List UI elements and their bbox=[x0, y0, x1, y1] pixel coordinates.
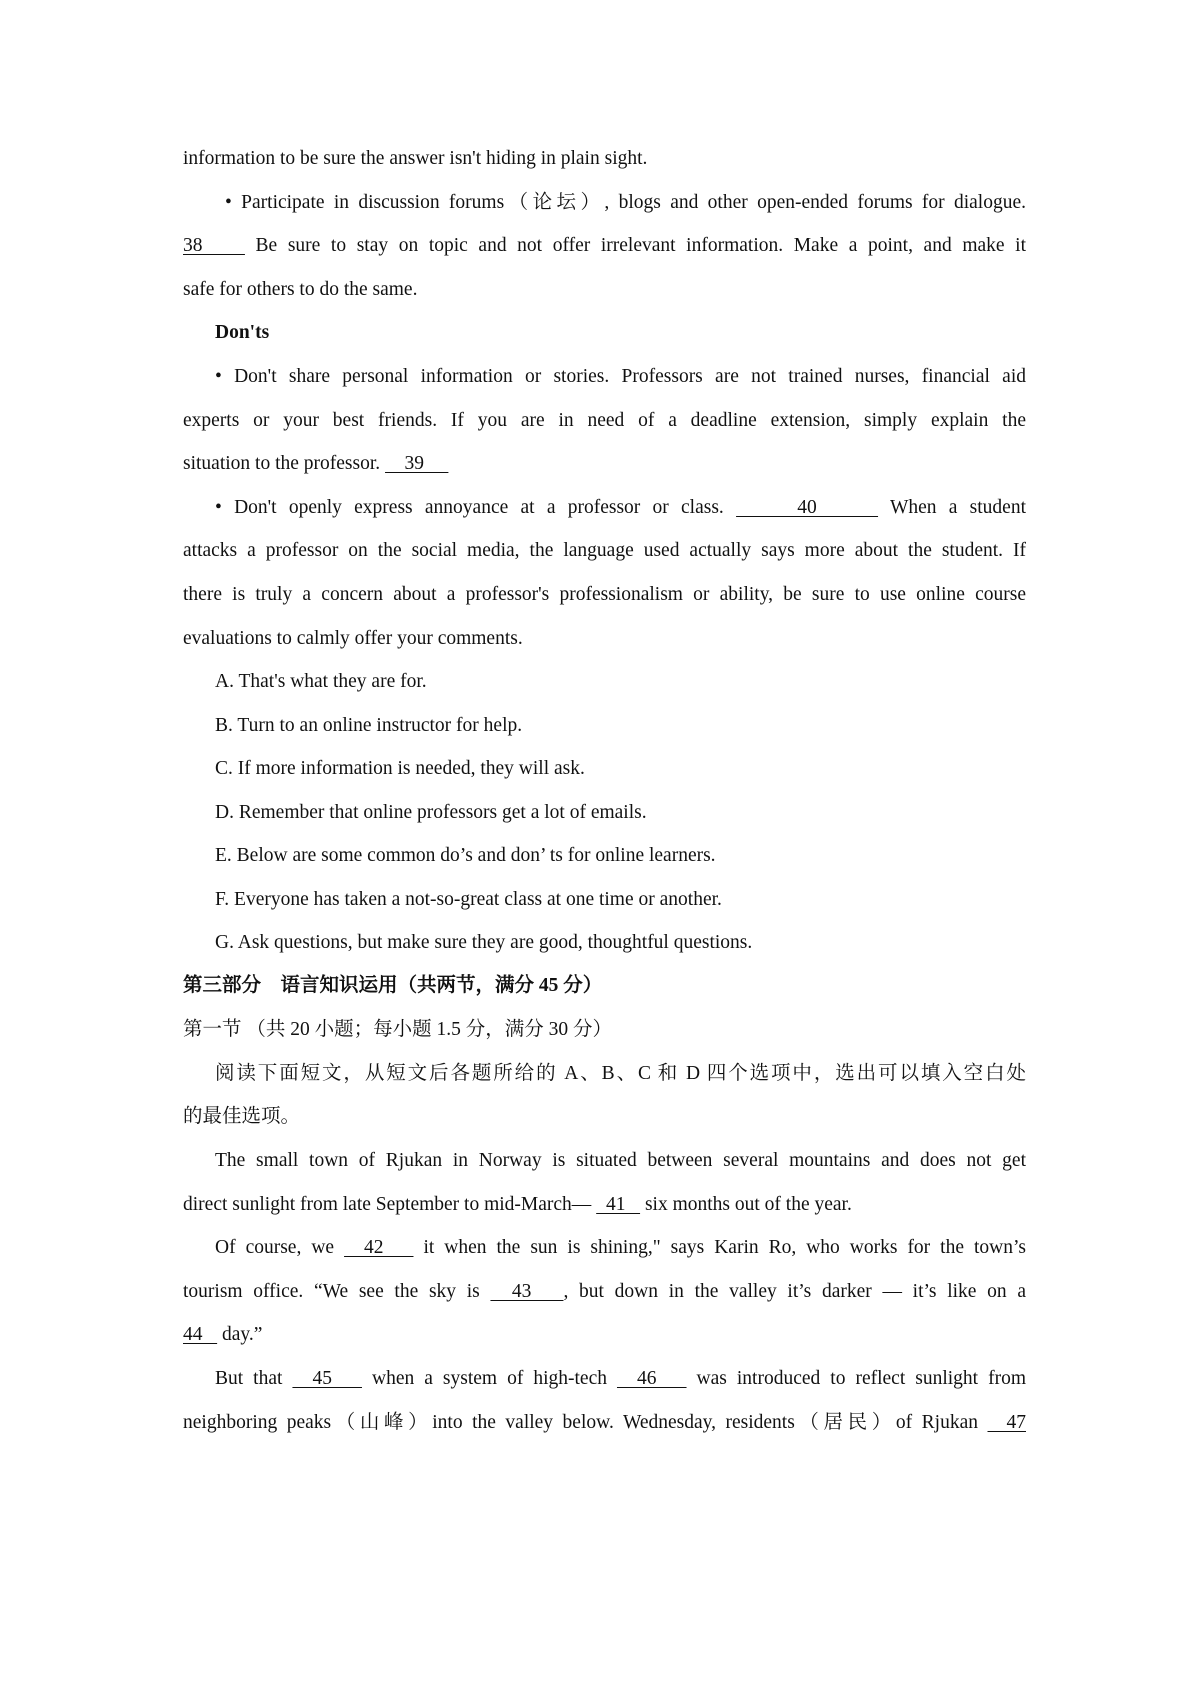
cloze-p2-line-1 bbox=[215, 1235, 1026, 1261]
bullet-annoyance-line-1-text: • Don't openly express annoyance at a professor or class. bbox=[215, 497, 737, 518]
option-d: D. Remember that online professors get a lot of emails. bbox=[215, 802, 647, 823]
bullet-annoyance-line-2: attacks a professor on the social media, the language used actually says more about the student. If bbox=[183, 540, 1026, 561]
cloze-p2-line-3 bbox=[183, 1322, 1026, 1348]
blank-42: 42 bbox=[344, 1237, 414, 1258]
bullet-annoyance-line-1-tail: When a student bbox=[878, 497, 1026, 518]
blank-45: 45 bbox=[292, 1368, 362, 1389]
cloze-p2-line-2 bbox=[183, 1279, 1026, 1305]
cloze-p3-line-2-a: neighboring peaks（山峰）into the valley below. Wednesday, residents（居民）of Rjukan bbox=[183, 1412, 988, 1433]
option-a: A. That's what they are for. bbox=[215, 671, 427, 692]
blank-47: 47 bbox=[987, 1412, 1026, 1433]
option-g: G. Ask questions, but make sure they are good, thoughtful questions. bbox=[215, 932, 753, 953]
section1-heading: 第一节 （共 20 小题；每小题 1.5 分，满分 30 分） bbox=[183, 1019, 613, 1040]
option-f: F. Everyone has taken a not-so-great class at one time or another. bbox=[215, 889, 722, 910]
blank-39: 39 bbox=[385, 453, 449, 474]
donts-heading: Don'ts bbox=[215, 322, 270, 343]
instruction-line-1: 阅读下面短文，从短文后各题所给的 A、B、C 和 D 四个选项中，选出可以填入空白处 bbox=[215, 1063, 1026, 1084]
cloze-p3-line-1 bbox=[215, 1366, 1026, 1392]
cloze-p3-line-1-a: But that bbox=[215, 1368, 293, 1389]
blank-40: 40 bbox=[736, 497, 879, 518]
cloze-p1-line-2-text: direct sunlight from late September to mid-March— bbox=[183, 1194, 597, 1215]
cloze-p3-line-1-b: when a system of high-tech bbox=[361, 1368, 617, 1389]
part3-heading: 第三部分 语言知识运用（共两节，满分 45 分） bbox=[183, 975, 603, 996]
cloze-p2-line-2-b: , but down in the valley it’s darker — it’s like on a bbox=[563, 1281, 1027, 1302]
bullet-participate-line-3: safe for others to do the same. bbox=[183, 279, 418, 300]
cloze-p2-line-2-a: tourism office. “We see the sky is bbox=[183, 1281, 491, 1302]
cloze-p2-line-3-b: day.” bbox=[217, 1324, 263, 1345]
instruction-line-2: 的最佳选项。 bbox=[183, 1106, 301, 1127]
bullet-share-line-2: experts or your best friends. If you are in need of a deadline extension, simply explain the bbox=[183, 410, 1026, 431]
bullet-share-line-1: • Don't share personal information or stories. Professors are not trained nurses, financial aid bbox=[215, 366, 1026, 387]
option-b: B. Turn to an online instructor for help. bbox=[215, 715, 523, 736]
cloze-p1-line-1: The small town of Rjukan in Norway is situated between several mountains and does not get bbox=[215, 1150, 1026, 1171]
bullet-participate-line-1: • Participate in discussion forums（论坛）, blogs and other open-ended forums for dialogue. bbox=[225, 192, 1026, 213]
bullet-participate-line-2 bbox=[183, 233, 1026, 259]
cloze-p2-line-1-a: Of course, we bbox=[215, 1237, 345, 1258]
blank-43: 43 bbox=[490, 1281, 564, 1302]
bullet-share-line-3 bbox=[183, 451, 1026, 477]
cloze-p3-line-1-c: was introduced to reflect sunlight from bbox=[686, 1368, 1026, 1389]
bullet-annoyance-line-3: there is truly a concern about a professor's professionalism or ability, be sure to use online course bbox=[183, 584, 1026, 605]
blank-38: 38 bbox=[183, 235, 245, 256]
bullet-participate-line-2-text: Be sure to stay on topic and not offer irrelevant information. Make a point, and make it bbox=[244, 235, 1026, 256]
cloze-p3-line-2 bbox=[183, 1410, 1026, 1436]
cloze-p2-line-1-b: it when the sun is shining," says Karin Ro, who works for the town’s bbox=[413, 1237, 1026, 1258]
paragraph-continuation: information to be sure the answer isn't hiding in plain sight. bbox=[183, 148, 648, 169]
cloze-p1-line-2-tail: six months out of the year. bbox=[640, 1194, 852, 1215]
option-c: C. If more information is needed, they will ask. bbox=[215, 758, 585, 779]
bullet-annoyance-line-1 bbox=[215, 495, 1026, 521]
bullet-annoyance-line-4: evaluations to calmly offer your comments. bbox=[183, 628, 523, 649]
blank-44: 44 bbox=[183, 1324, 218, 1345]
cloze-p1-line-2 bbox=[183, 1192, 1026, 1218]
option-e: E. Below are some common do’s and don’ ts for online learners. bbox=[215, 845, 716, 866]
blank-46: 46 bbox=[616, 1368, 687, 1389]
blank-41: 41 bbox=[596, 1194, 641, 1215]
bullet-share-line-3-text: situation to the professor. bbox=[183, 453, 386, 474]
